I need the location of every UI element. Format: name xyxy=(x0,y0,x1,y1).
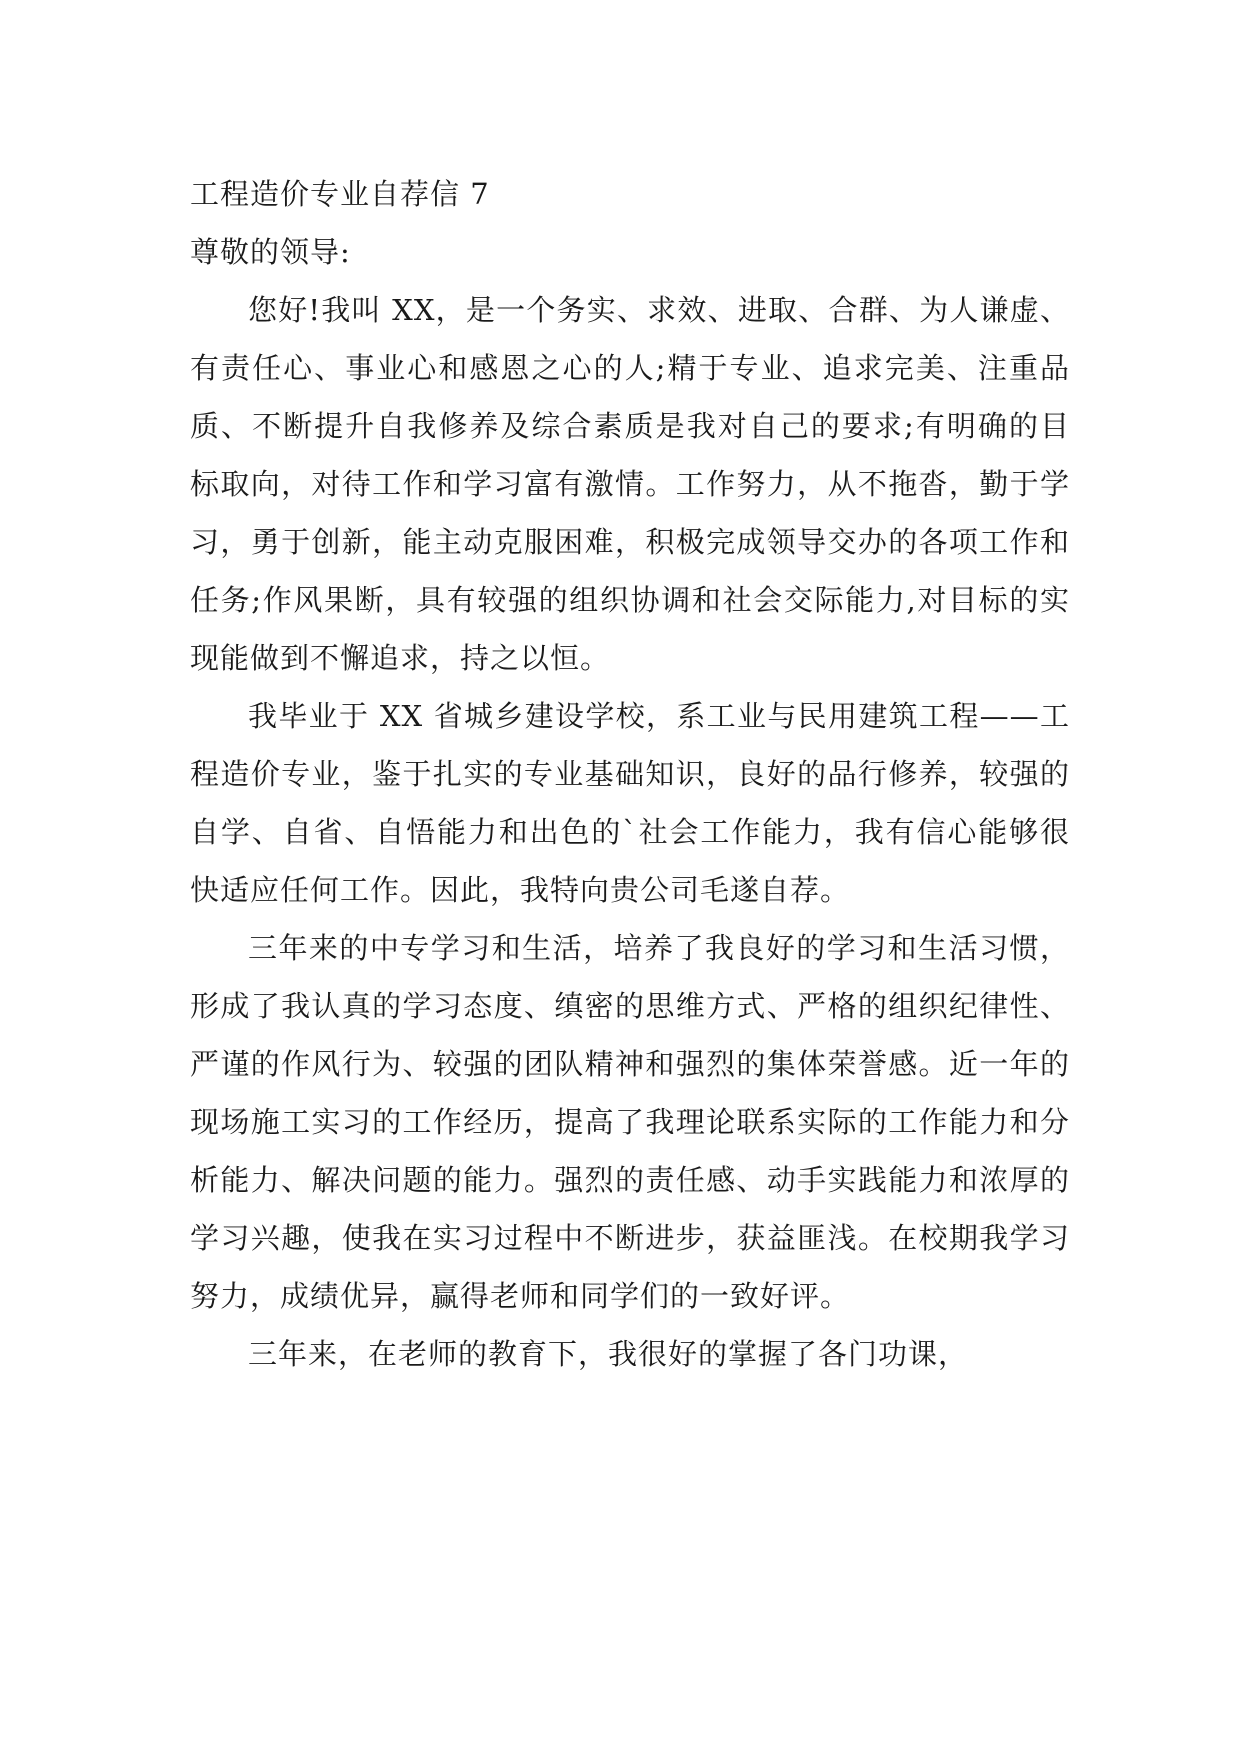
letter-body xyxy=(190,165,1070,1383)
letter-salutation: 尊敬的领导: xyxy=(190,235,351,269)
paragraph-education: 我毕业于 XX 省城乡建设学校，系工业与民用建筑工程——工程造价专业，鉴于扎实的专业基础知识，良好的品行修养，较强的自学、自省、自悟能力和出色的`社会工作能力，我有信心能够很快适应任何工作。因此，我特向贵公司毛遂自荐。 xyxy=(190,699,1070,907)
paragraph-coursework: 三年来，在老师的教育下，我很好的掌握了各门功课， xyxy=(248,1337,969,1371)
paragraph-introduction: 您好!我叫 XX，是一个务实、求效、进取、合群、为人谦虚、有责任心、事业心和感恩之心的人;精于专业、追求完美、注重品质、不断提升自我修养及综合素质是我对自己的要求;有明确的目标取向，对待工作和学习富有激情。工作努力，从不拖沓，勤于学习，勇于创新，能主动克服困难，积极完成领导交办的各项工作和任务;作风果断，具有较强的组织协调和社会交际能力,对目标的实现能做到不懈追求，持之以恒。 xyxy=(190,293,1070,675)
paragraph-study-life: 三年来的中专学习和生活，培养了我良好的学习和生活习惯，形成了我认真的学习态度、缜密的思维方式、严格的组织纪律性、严谨的作风行为、较强的团队精神和强烈的集体荣誉感。近一年的现场施工实习的工作经历，提高了我理论联系实际的工作能力和分析能力、解决问题的能力。强烈的责任感、动手实践能力和浓厚的学习兴趣，使我在实习过程中不断进步，获益匪浅。在校期我学习努力，成绩优异，赢得老师和同学们的一致好评。 xyxy=(190,931,1070,1313)
letter-title: 工程造价专业自荐信 7 xyxy=(190,177,490,211)
